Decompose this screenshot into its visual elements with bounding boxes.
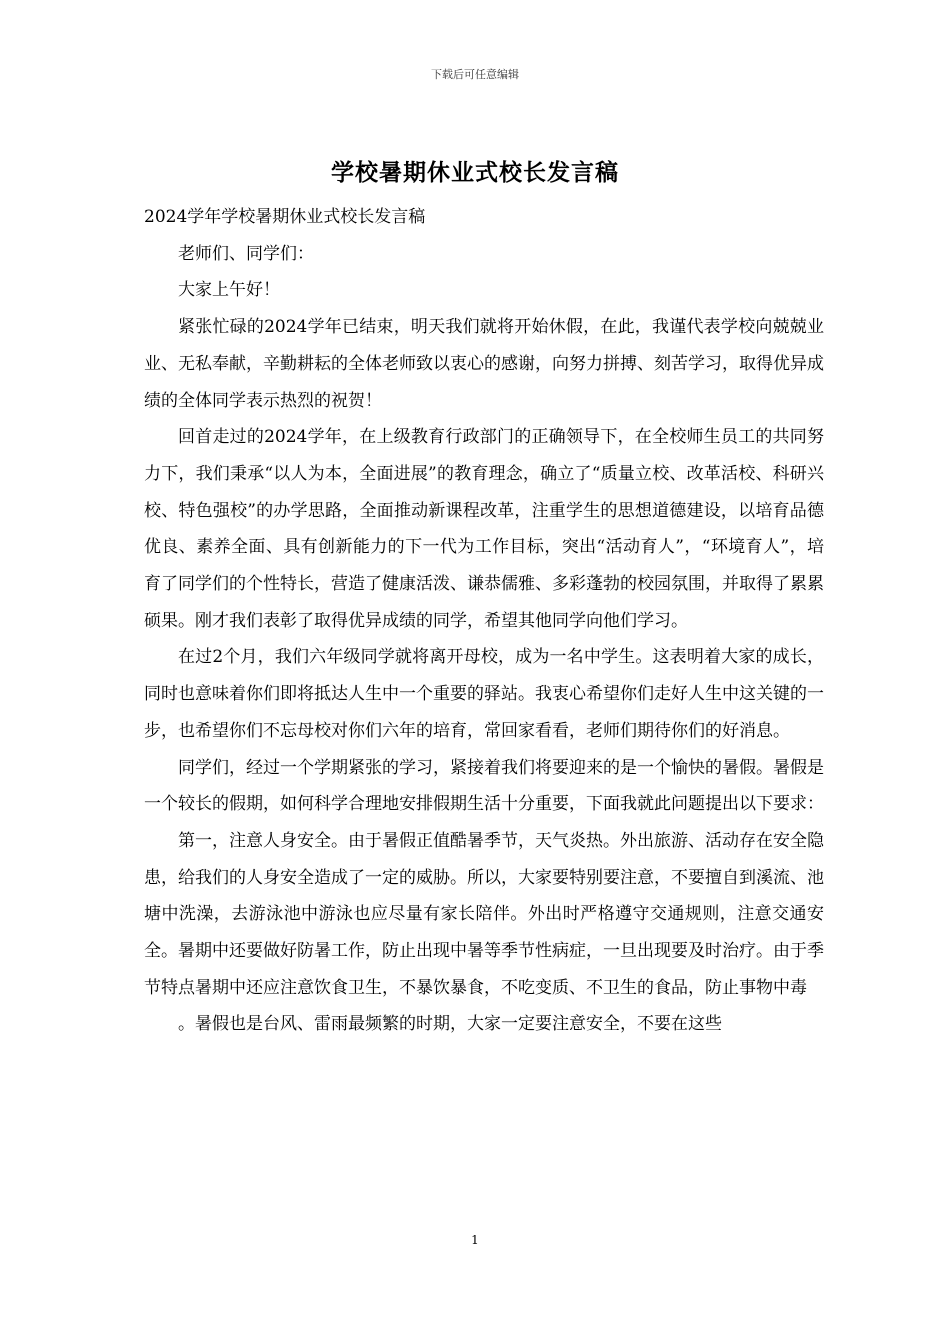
- paragraph: 同学们，经过一个学期紧张的学习，紧接着我们将要迎来的是一个愉快的暑假。暑假是一个较长的假期，如何科学合理地安排假期生活十分重要，下面我就此问题提出以下要求：: [144, 757, 824, 815]
- paragraph: 。暑假也是台风、雷雨最频繁的时期，大家一定要注意安全，不要在这些: [178, 1014, 722, 1035]
- header-note: 下载后可任意编辑: [431, 68, 519, 81]
- paragraph: 在过2个月，我们六年级同学就将离开母校，成为一名中学生。这表明着大家的成长，同时也意味着你们即将抵达人生中一个重要的驿站。我衷心希望你们走好人生中这关键的一步，也希望你们不忘母校对你们六年的培育，常回家看看，老师们期待你们的好消息。: [144, 647, 824, 741]
- paragraph: 大家上午好！: [178, 280, 280, 301]
- page-number: 1: [471, 1233, 479, 1247]
- document-subtitle: 2024学年学校暑期休业式校长发言稿: [144, 207, 426, 227]
- document-title: 学校暑期休业式校长发言稿: [331, 159, 619, 186]
- paragraph: 第一，注意人身安全。由于暑假正值酷暑季节，天气炎热。外出旅游、活动存在安全隐患，给我们的人身安全造成了一定的威胁。所以，大家要特别要注意，不要擅自到溪流、池塘中洗澡，去游泳池中游泳也应尽量有家长陪伴。外出时严格遵守交通规则，注意交通安全。暑期中还要做好防暑工作，防止出现中暑等季节性病症，一旦出现要及时治疗。由于季节特点暑期中还应注意饮食卫生，不暴饮暴食，不吃变质、不卫生的食品，防止事物中毒: [144, 830, 824, 998]
- paragraph: 紧张忙碌的2024学年已结束，明天我们就将开始休假，在此，我谨代表学校向兢兢业业、无私奉献，辛勤耕耘的全体老师致以衷心的感谢，向努力拼搏、刻苦学习，取得优异成绩的全体同学表示热烈的祝贺！: [144, 317, 824, 411]
- paragraph: 老师们、同学们：: [178, 243, 314, 264]
- document-body: [144, 199, 824, 1043]
- paragraph: 回首走过的2024学年，在上级教育行政部门的正确领导下，在全校师生员工的共同努力下，我们秉承“以人为本，全面进展”的教育理念，确立了“质量立校、改革活校、科研兴校、特色强校”的办学思路，全面推动新课程改革，注重学生的思想道德建设，以培育品德优良、素养全面、具有创新能力的下一代为工作目标，突出“活动育人”，“环境育人”，培育了同学们的个性特长，营造了健康活泼、谦恭儒雅、多彩蓬勃的校园氛围，并取得了累累硕果。刚才我们表彰了取得优异成绩的同学，希望其他同学向他们学习。: [144, 427, 824, 631]
